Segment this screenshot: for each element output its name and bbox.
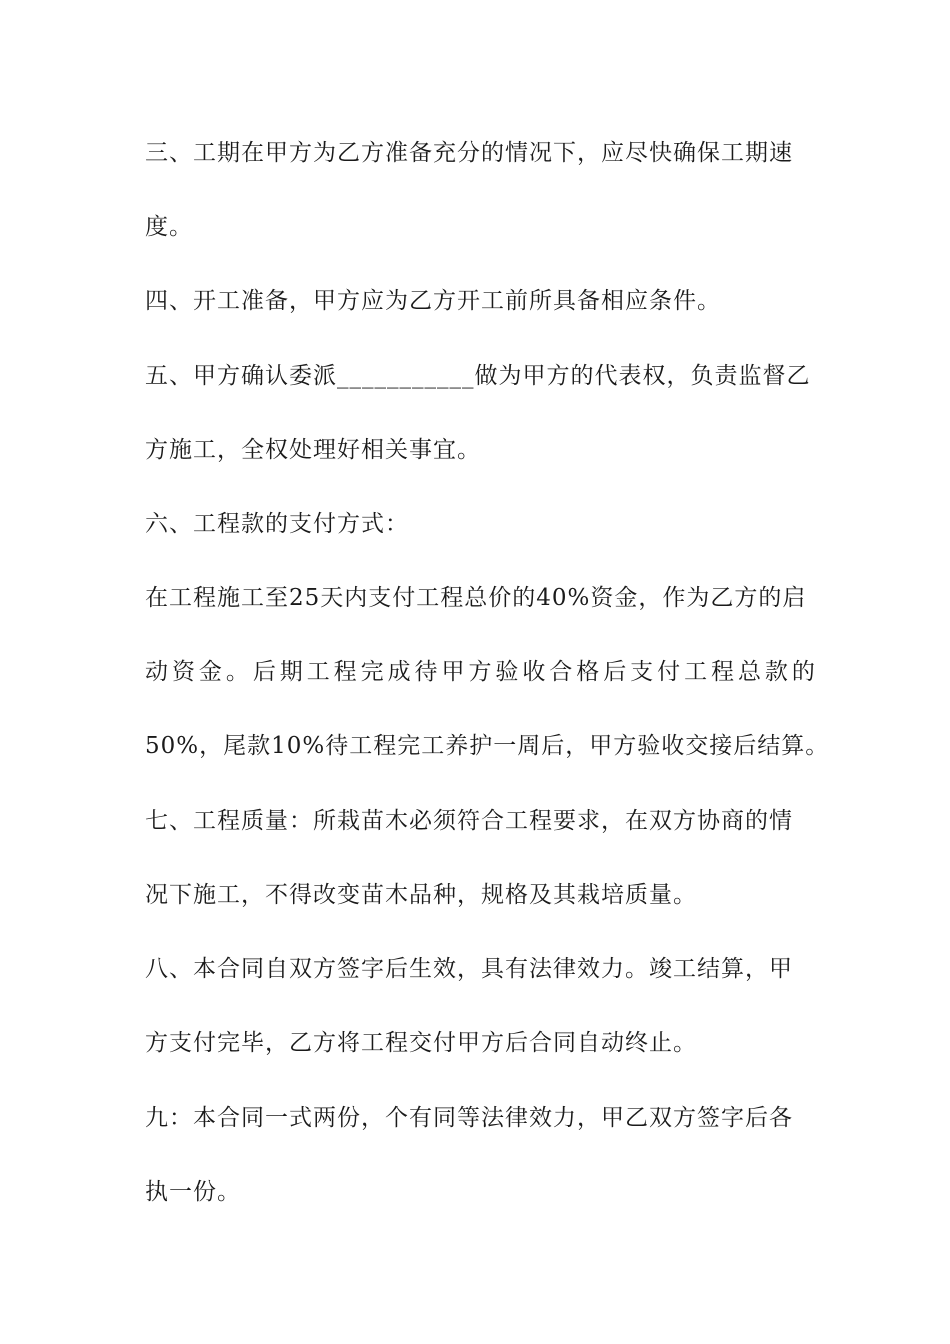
clause-4-line-1: 四、开工准备，甲方应为乙方开工前所具备相应条件。 (145, 288, 721, 314)
clause-9-line-2: 执一份。 (145, 1179, 241, 1205)
clause-6-line-2: 动 资 金 。 后 期 工 程 完 成 待 甲 方 验 收 合 格 后 支 付 工 程 总 款 的 (145, 659, 815, 685)
clause-7-line-2: 况下施工，不得改变苗木品种，规格及其栽培质量。 (145, 882, 697, 908)
clause-8-line-2: 方支付完毕，乙方将工程交付甲方后合同自动终止。 (145, 1030, 697, 1056)
clause-6-heading: 六、工程款的支付方式： (145, 511, 409, 537)
clause-9-line-1: 九：本合同一式两份，个有同等法律效力，甲乙双方签字后各 (145, 1105, 793, 1131)
clause-5-line-1: 五、甲方确认委派___________做为甲方的代表权，负责监督乙 (145, 363, 811, 389)
clause-6-line-1: 在工程施工至25天内支付工程总价的40%资金，作为乙方的启 (145, 585, 807, 611)
clause-7-line-1: 七、工程质量：所栽苗木必须符合工程要求，在双方协商的情 (145, 808, 793, 834)
clause-3-line-1: 三、工期在甲方为乙方准备充分的情况下，应尽快确保工期速 (145, 140, 793, 166)
clause-3-line-2: 度。 (145, 214, 193, 240)
clause-6-line-3: 50%，尾款10%待工程完工养护一周后，甲方验收交接后结算。 (145, 733, 830, 759)
clause-8-line-1: 八、本合同自双方签字后生效，具有法律效力。竣工结算，甲 (145, 956, 793, 982)
clause-5-line-2: 方施工，全权处理好相关事宜。 (145, 437, 481, 463)
